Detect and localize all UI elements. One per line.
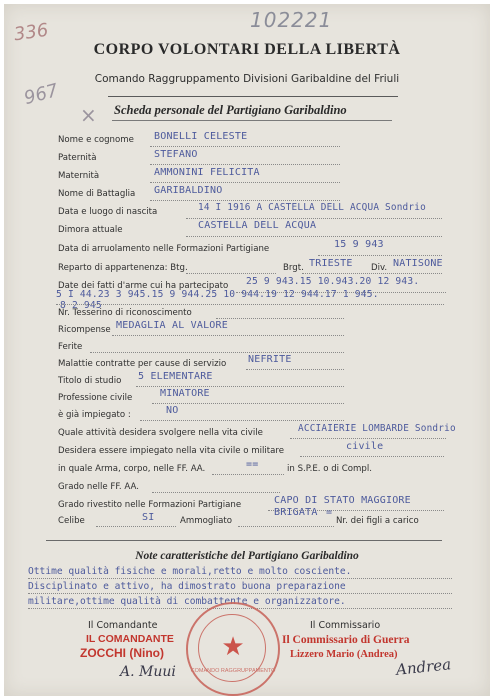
value-titolo-studio: 5 ELEMENTARE xyxy=(138,371,213,382)
line-arma xyxy=(212,474,284,475)
comandante-stamp-name: ZOCCHI (Nino) xyxy=(80,646,164,660)
label-impiegato: è già impiegato : xyxy=(58,410,131,420)
label-dimora: Dimora attuale xyxy=(58,225,123,235)
label-ammogliato: Ammogliato xyxy=(180,516,233,526)
value-nome-battaglia: GARIBALDINO xyxy=(154,185,223,196)
archive-number: 102221 xyxy=(250,8,333,32)
document-subtitle: Comando Raggruppamento Divisioni Garibaldine del Friuli xyxy=(94,73,400,85)
line-arruolamento xyxy=(318,255,442,256)
notes-divider xyxy=(46,540,442,541)
label-titolo-studio: Titolo di studio xyxy=(58,376,122,386)
notes-line-2: Disciplinato e attivo, ha dimostrato buona preparazione xyxy=(28,581,346,592)
commissario-signature: Andrea xyxy=(395,655,452,679)
line-paternita xyxy=(150,164,340,165)
line-attivita xyxy=(290,438,446,439)
line-grado-ffaa xyxy=(152,492,280,493)
label-paternita: Paternità xyxy=(58,153,97,163)
label-tesserino: Nr. Tesserino di riconoscimento xyxy=(58,308,192,318)
label-grado-ffaa: Grado nelle FF. AA. xyxy=(58,482,139,492)
notes-line-3: militare,ottime qualità di combattente e organizzatore. xyxy=(28,596,346,607)
label-div: Div. xyxy=(371,263,388,273)
label-professione: Professione civile xyxy=(58,393,133,403)
label-celibe: Celibe xyxy=(58,516,85,526)
label-ricompense: Ricompense xyxy=(58,325,111,335)
label-nome-battaglia: Nome di Battaglia xyxy=(58,189,136,199)
label-grado-partigiano: Grado rivestito nelle Formazioni Partigiane xyxy=(58,500,242,510)
label-impiego: Desidera essere impiegato nella vita civile o militare xyxy=(58,446,285,456)
value-grado-partigiano-2: BRIGATA xyxy=(274,507,318,518)
label-nascita: Data e luogo di nascita xyxy=(58,207,158,217)
line-ferite xyxy=(90,352,344,353)
value-fatti-arme-2: 5 I 44.23 3 945.15 9 944.25 10 944.19 12 944.17 1 945. xyxy=(56,289,379,300)
line-titolo-studio xyxy=(136,386,344,387)
line-nome-cognome xyxy=(150,146,340,147)
value-attivita: ACCIAIERIE LOMBARDE Sondrio xyxy=(298,423,456,434)
value-maternita: AMMONINI FELICITA xyxy=(154,167,260,178)
value-professione: MINATORE xyxy=(160,388,210,399)
line-fatti-2 xyxy=(56,304,444,305)
label-ferite: Ferite xyxy=(58,342,83,352)
notes-line-1: Ottime qualità fisiche e morali,retto e molto cosciente. xyxy=(28,566,352,577)
value-nascita: 14 I 1916 A CASTELLA DELL ACQUA Sondrio xyxy=(198,202,426,213)
label-arma: in quale Arma, corpo, nelle FF. AA. xyxy=(58,464,206,474)
label-maternita: Maternità xyxy=(58,171,100,181)
line-tesserino xyxy=(216,318,344,319)
notes-rule-2 xyxy=(28,593,452,594)
line-malattie xyxy=(246,369,344,370)
line-ammogliato xyxy=(238,526,334,527)
pencil-note-left: 336 xyxy=(12,19,50,46)
line-professione xyxy=(152,403,344,404)
value-celibe: SI xyxy=(142,512,155,523)
line-celibe xyxy=(96,526,176,527)
label-brgt: Brgt. xyxy=(283,263,304,273)
comandante-label: Il Comandante xyxy=(88,620,158,631)
notes-title: Note caratteristiche del Partigiano Garibaldino xyxy=(135,550,359,562)
label-figli: Nr. dei figli a carico xyxy=(336,516,419,526)
header-divider xyxy=(108,96,398,97)
value-malattie: NEFRITE xyxy=(248,354,292,365)
value-grado-partigiano-1: CAPO DI STATO MAGGIORE xyxy=(274,495,411,506)
value-brgt: TRIESTE xyxy=(309,258,353,269)
commissario-label: Il Commissario xyxy=(310,620,381,631)
commissario-stamp-name: Lizzero Mario (Andrea) xyxy=(290,649,398,660)
label-reparto-btg: Reparto di appartenenza: Btg. xyxy=(58,263,188,273)
form-title-underline xyxy=(112,120,392,121)
line-impiego xyxy=(300,456,444,457)
value-dimora: CASTELLA DELL ACQUA xyxy=(198,220,317,231)
label-malattie: Malattie contratte per cause di servizio xyxy=(58,359,227,369)
label-arruolamento: Data di arruolamento nelle Formazioni Partigiane xyxy=(58,244,270,254)
document-title: CORPO VOLONTARI DELLA LIBERTÀ xyxy=(93,41,401,58)
line-ricompense xyxy=(112,335,344,336)
seal-star-icon: ★ xyxy=(221,632,245,662)
pencil-x-mark: × xyxy=(80,103,97,127)
label-spe-compl: in S.P.E. o di Compl. xyxy=(287,464,372,474)
round-seal xyxy=(186,602,280,696)
line-maternita xyxy=(150,182,340,183)
value-fatti-arme-3: 8 2 945 xyxy=(60,300,102,311)
value-ammogliato: = xyxy=(326,507,333,518)
label-attivita: Quale attività desidera svolgere nella vita civile xyxy=(58,428,263,438)
line-nome-battaglia xyxy=(150,200,340,201)
line-btg xyxy=(186,273,276,274)
value-impiego: civile xyxy=(346,441,384,452)
label-nome-cognome: Nome e cognome xyxy=(58,135,134,145)
notes-rule-1 xyxy=(28,578,452,579)
value-fatti-arme-1: 25 9 943.15 10.943.20 12 943. xyxy=(246,276,420,287)
value-nome-cognome: BONELLI CELESTE xyxy=(154,131,248,142)
label-fatti-arme: Date dei fatti d'arme cui ha partecipato xyxy=(58,281,229,291)
line-brgt-div xyxy=(302,273,442,274)
seal-text: COMANDO RAGGRUPPAMENTO xyxy=(190,668,276,674)
value-arma: == xyxy=(246,459,259,470)
value-impiegato: NO xyxy=(166,405,179,416)
value-ricompense: MEDAGLIA AL VALORE xyxy=(116,320,228,331)
comandante-signature: A. Muui xyxy=(120,664,176,680)
value-arruolamento: 15 9 943 xyxy=(334,239,384,250)
value-div: NATISONE xyxy=(393,258,443,269)
value-paternita: STEFANO xyxy=(154,149,198,160)
pencil-note-mid: 967 xyxy=(21,79,61,110)
comandante-stamp-title: IL COMANDANTE xyxy=(86,633,174,645)
line-dimora xyxy=(186,236,442,237)
commissario-stamp-title: Il Commissario di Guerra xyxy=(282,634,410,646)
line-nascita xyxy=(186,218,442,219)
form-title: Scheda personale del Partigiano Garibaldino xyxy=(114,103,347,117)
line-impiegato xyxy=(140,420,344,421)
